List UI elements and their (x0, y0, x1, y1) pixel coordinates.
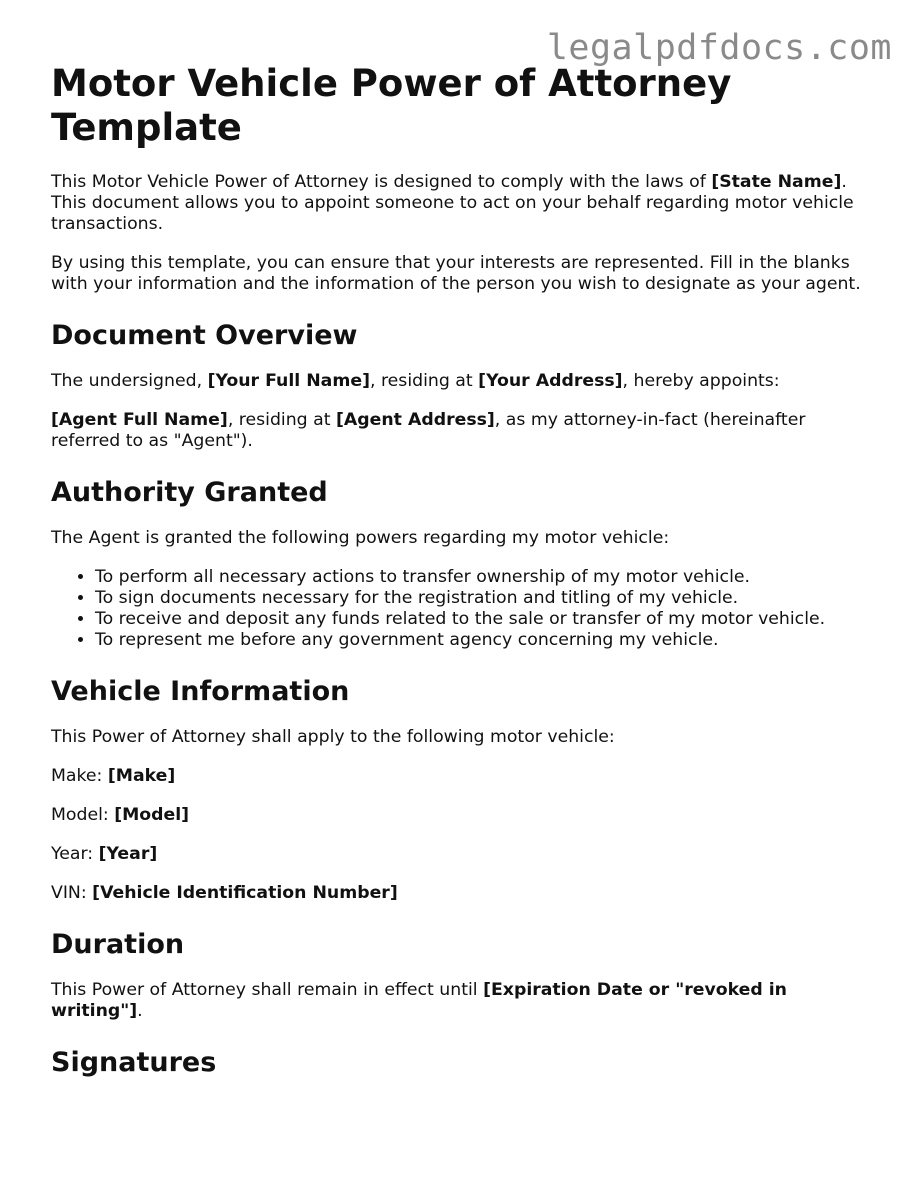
vehicle-make: Make: [Make] (51, 766, 176, 786)
intro-paragraph-2: By using this template, you can ensure that your interests are represented. Fill in the blanks with your information and the information of the person you wish to designate as your agent. (51, 253, 861, 294)
year-field: [Year] (98, 844, 158, 864)
authority-intro: The Agent is granted the following powers regarding my motor vehicle: (51, 528, 670, 548)
intro-paragraph-1: This Motor Vehicle Power of Attorney is designed to comply with the laws of [State Name]. This document allows you to appoint someone to act on your behalf regarding motor vehicle transactions. (51, 172, 854, 234)
duration-paragraph: This Power of Attorney shall remain in effect until [Expiration Date or "revoked in writing"]. (51, 980, 787, 1021)
section-heading-signatures: Signatures (51, 1047, 217, 1078)
authority-list (51, 567, 871, 651)
agent-full-name-field: [Agent Full Name] (51, 410, 228, 430)
section-heading-overview: Document Overview (51, 320, 358, 351)
list-item: • To receive and deposit any funds related to the sale or transfer of my motor vehicle. (95, 609, 871, 630)
list-item: • To sign documents necessary for the registration and titling of my vehicle. (95, 588, 871, 609)
model-field: [Model] (114, 805, 190, 825)
section-heading-vehicle: Vehicle Information (51, 676, 350, 707)
vehicle-vin: VIN: [Vehicle Identification Number] (51, 883, 398, 903)
your-address-field: [Your Address] (478, 371, 623, 391)
list-item: • To represent me before any government agency concerning my vehicle. (95, 630, 871, 651)
overview-paragraph-1: The undersigned, [Your Full Name], residing at [Your Address], hereby appoints: (51, 371, 780, 391)
document-body (51, 62, 871, 1098)
watermark: legalpdfdocs.com (546, 28, 892, 68)
vin-field: [Vehicle Identification Number] (92, 883, 398, 903)
your-full-name-field: [Your Full Name] (207, 371, 370, 391)
page-title: Motor Vehicle Power of Attorney Template (51, 62, 732, 149)
section-heading-duration: Duration (51, 929, 185, 960)
list-item: • To perform all necessary actions to transfer ownership of my motor vehicle. (95, 567, 871, 588)
vehicle-year: Year: [Year] (51, 844, 158, 864)
vehicle-model: Model: [Model] (51, 805, 190, 825)
agent-address-field: [Agent Address] (336, 410, 495, 430)
vehicle-intro: This Power of Attorney shall apply to the following motor vehicle: (51, 727, 615, 747)
make-field: [Make] (107, 766, 176, 786)
overview-paragraph-2: [Agent Full Name], residing at [Agent Address], as my attorney-in-fact (hereinafter referred to as "Agent"). (51, 410, 806, 451)
state-name-field: [State Name] (711, 172, 842, 192)
expiration-date-field: [Expiration Date or "revoked in writing"] (51, 980, 787, 1021)
section-heading-authority: Authority Granted (51, 477, 328, 508)
